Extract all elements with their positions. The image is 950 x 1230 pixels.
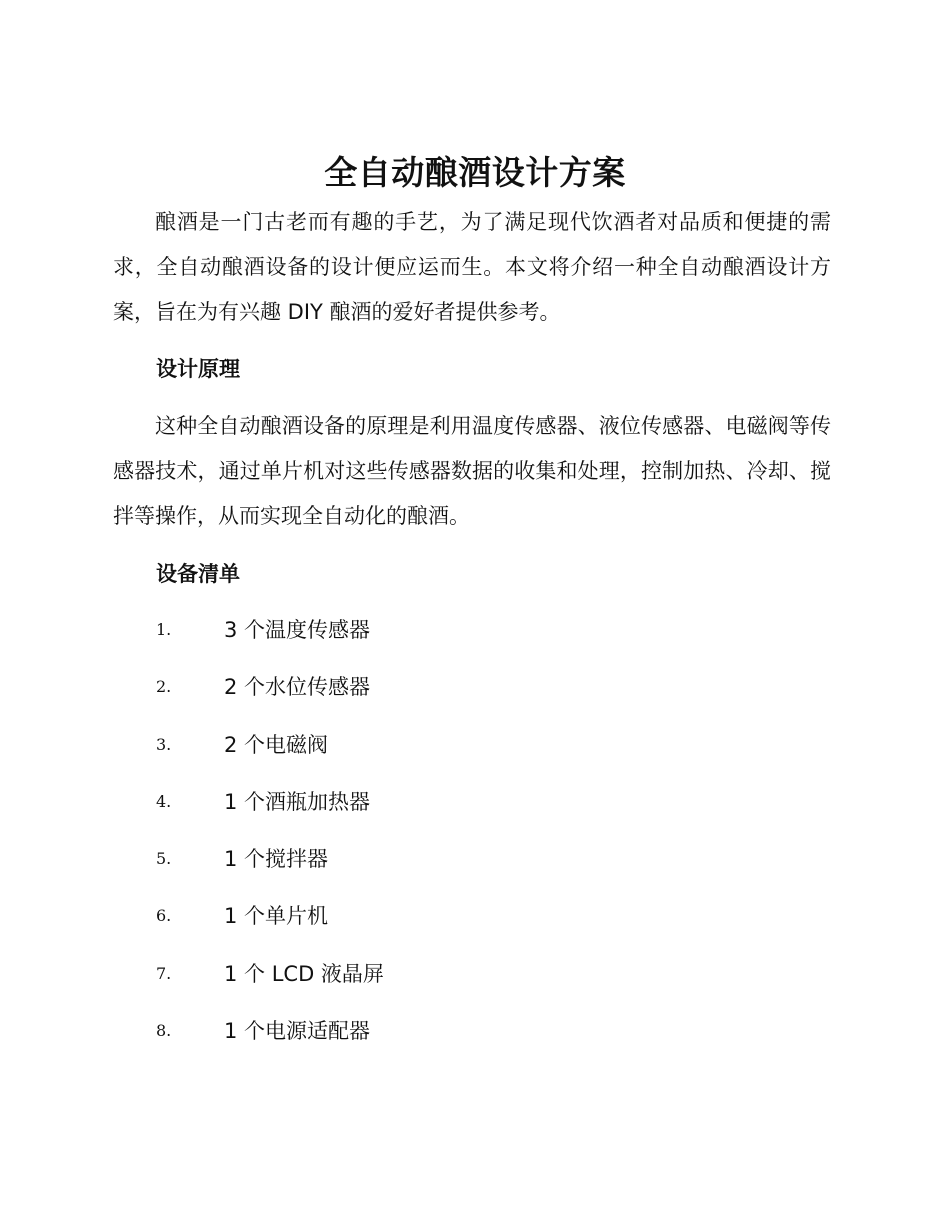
list-item [0,893,950,950]
intro-paragraph: 酿酒是一门古老而有趣的手艺，为了满足现代饮酒者对品质和便捷的需求，全自动酿酒设备的设计便应运而生。本文将介绍一种全自动酿酒设计方案，旨在为有兴趣 DIY 酿酒的爱好者提供参考。 [113,210,831,324]
list-item [0,607,950,664]
list-item-text: 2 个电磁阀 [224,732,329,757]
section-heading-principle: 设计原理 [156,357,240,381]
list-item-text: 1 个单片机 [224,904,329,929]
list-item-text: 1 个电源适配器 [224,1019,371,1044]
document-title: 全自动酿酒设计方案 [324,153,626,192]
list-item [0,664,950,721]
list-item [0,951,950,1008]
list-item [0,779,950,836]
principle-paragraph: 这种全自动酿酒设备的原理是利用温度传感器、液位传感器、电磁阀等传感器技术，通过单片机对这些传感器数据的收集和处理，控制加热、冷却、搅拌等操作，从而实现全自动化的酿酒。 [113,414,831,528]
list-item-number: 1. [156,620,172,639]
list-item-text: 1 个酒瓶加热器 [224,789,371,814]
list-item-text: 2 个水位传感器 [224,675,371,700]
list-item-number: 8. [156,1021,172,1041]
list-item-number: 7. [156,963,172,983]
list-item [0,722,950,779]
list-item-number: 5. [156,849,172,869]
list-item-text: 1 个 LCD 液晶屏 [224,961,384,986]
list-item-number: 2. [156,677,172,697]
list-item [0,1008,950,1065]
list-item-number: 4. [156,791,172,811]
list-item-number: 3. [156,734,172,754]
list-item-text: 3 个温度传感器 [224,618,371,642]
list-item-number: 6. [156,906,172,926]
list-item [0,836,950,893]
section-heading-equipment: 设备清单 [156,562,240,586]
list-item-text: 1 个搅拌器 [224,847,329,872]
equipment-list [0,607,950,1065]
